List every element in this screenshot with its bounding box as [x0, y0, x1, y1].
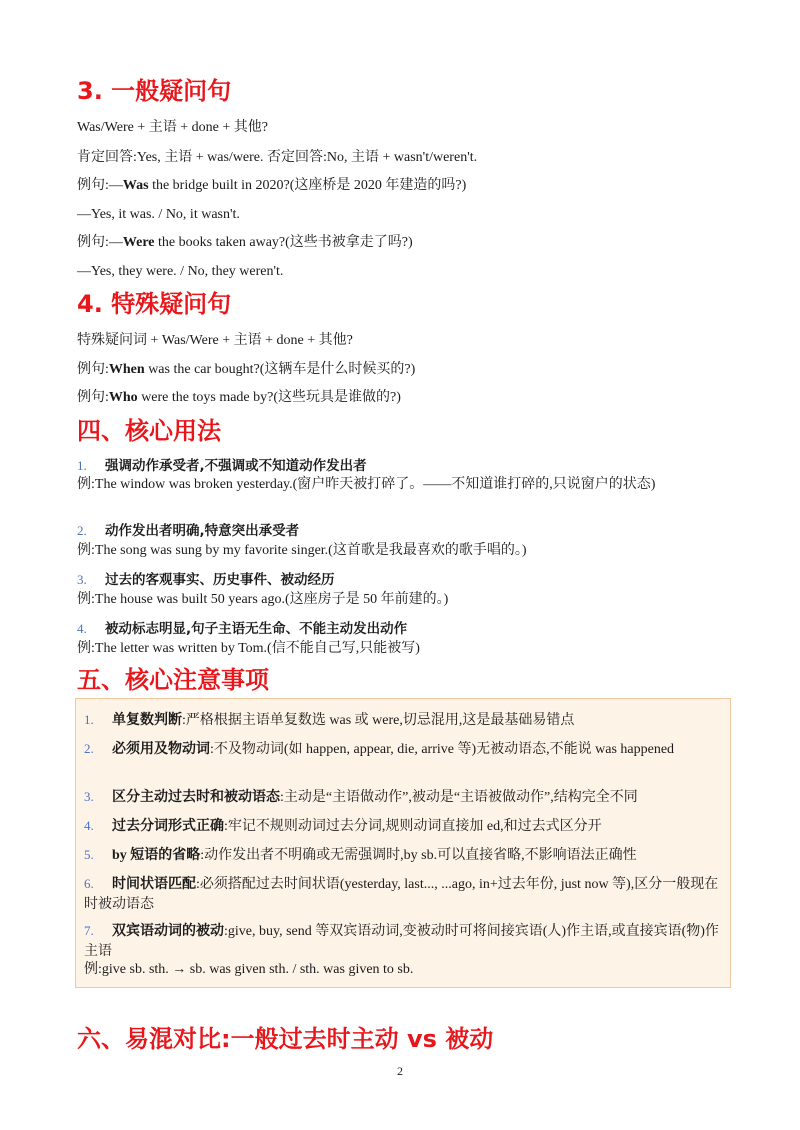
list-number: 1. — [84, 712, 94, 727]
example-text: the books taken away?(这些书被拿走了吗?) — [154, 235, 413, 250]
note-item-title: 区分主动过去时和被动语态 — [112, 790, 280, 805]
list-number: 5. — [84, 847, 94, 862]
example-prefix: 例句:— — [77, 235, 123, 250]
usage-item-title — [77, 457, 367, 476]
note-item-text: :不及物动词(如 happen, appear, die, arrive 等)无被动语态,不能说 was happened — [210, 742, 675, 757]
usage-item-example: 例:The house was built 50 years ago.(这座房子是 50 年前建的。) — [77, 592, 449, 607]
sec3-example-1-reply: —Yes, it was. / No, it wasn't. — [77, 207, 240, 222]
example-text: the bridge built in 2020?(这座桥是 2020 年建造的吗?) — [148, 178, 467, 193]
list-number: 7. — [84, 923, 94, 938]
example-text: were the toys made by?(这些玩具是谁做的?) — [137, 390, 401, 405]
sec3-example-1 — [77, 177, 466, 195]
note-item — [84, 788, 638, 807]
core-usage-heading: 四、核心用法 — [77, 417, 221, 445]
usage-item-example: 例:The window was broken yesterday.(窗户昨天被打碎了。——不知道谁打碎的,只说窗户的状态) — [77, 477, 656, 492]
section-3-heading: 3. 一般疑问句 — [77, 77, 232, 105]
example-keyword: Was — [122, 178, 149, 193]
usage-item-heading: 被动标志明显,句子主语无生命、不能主动发出动作 — [105, 621, 408, 637]
list-number: 3. — [77, 572, 87, 587]
list-number: 4. — [77, 621, 87, 636]
note-item-text: :必须搭配过去时间状语(yesterday, last..., ...ago, in+过去年份, just now 等),区分一般现在时被动语态 — [84, 877, 719, 912]
example-keyword: Who — [108, 390, 138, 405]
note-item — [84, 739, 720, 760]
sec4-example-1 — [77, 361, 415, 379]
note-item-title: 双宾语动词的被动 — [112, 924, 224, 939]
note-item — [84, 817, 602, 836]
note-item — [84, 846, 637, 865]
note-item — [84, 874, 720, 915]
note-item-title: by 短语的省略 — [112, 848, 201, 863]
sec4-formula: 特殊疑问词 + Was/Were + 主语 + done + 其他? — [77, 333, 353, 348]
usage-item-heading: 动作发出者明确,特意突出承受者 — [105, 523, 300, 539]
list-number: 6. — [84, 876, 94, 891]
usage-item-example: 例:The letter was written by Tom.(信不能自己写,只能被写) — [77, 641, 420, 656]
example-text: was the car bought?(这辆车是什么时候买的?) — [144, 362, 416, 377]
notes-box — [75, 698, 731, 988]
section-6-heading: 六、易混对比:一般过去时主动 vs 被动 — [77, 1025, 494, 1053]
note-item-text: :动作发出者不明确或无需强调时,by sb.可以直接省略,不影响语法正确性 — [200, 848, 637, 863]
example-keyword: Were — [122, 235, 155, 250]
list-number: 2. — [77, 523, 87, 538]
note-item-title: 单复数判断 — [112, 713, 182, 728]
note-item-example: 例:give sb. sth. → sb. was given sth. / sth. was given to sb. — [84, 962, 414, 977]
sec4-example-2 — [77, 389, 401, 407]
usage-item-title — [77, 571, 335, 590]
note-item — [84, 921, 720, 962]
usage-item-heading: 强调动作承受者,不强调或不知道动作发出者 — [105, 458, 367, 474]
usage-item-heading: 过去的客观事实、历史事件、被动经历 — [105, 572, 335, 588]
note-item — [84, 711, 574, 730]
list-number: 1. — [77, 458, 87, 473]
example-prefix: 例句: — [77, 362, 109, 377]
list-number: 2. — [84, 741, 94, 756]
sec3-answer: 肯定回答:Yes, 主语 + was/were. 否定回答:No, 主语 + wasn't/weren't. — [77, 150, 478, 165]
note-item-title: 时间状语匹配 — [112, 877, 196, 892]
usage-item-example: 例:The song was sung by my favorite singer.(这首歌是我最喜欢的歌手唱的。) — [77, 543, 527, 558]
example-prefix: 例句: — [77, 390, 109, 405]
page-number: 2 — [397, 1064, 403, 1078]
note-item-title: 必须用及物动词 — [112, 742, 210, 757]
list-number: 3. — [84, 789, 94, 804]
note-item-title: 过去分词形式正确 — [112, 819, 224, 834]
example-keyword: When — [108, 362, 145, 377]
example-prefix: 例句:— — [77, 178, 123, 193]
section-4-heading: 4. 特殊疑问句 — [77, 290, 232, 318]
sec3-example-2-reply: —Yes, they were. / No, they weren't. — [77, 264, 284, 279]
note-item-text: :严格根据主语单复数选 was 或 were,切忌混用,这是最基础易错点 — [182, 713, 575, 728]
usage-item-title — [77, 620, 407, 639]
note-item-text: :主动是“主语做动作”,被动是“主语被做动作”,结构完全不同 — [280, 790, 638, 805]
sec3-formula: Was/Were + 主语 + done + 其他? — [77, 120, 268, 135]
note-item-text: :give, buy, send 等双宾语动词,变被动时可将间接宾语(人)作主语,或直接宾语(物)作主语 — [84, 924, 719, 959]
sec3-example-2 — [77, 234, 413, 252]
note-item-text: :牢记不规则动词过去分词,规则动词直接加 ed,和过去式区分开 — [224, 819, 602, 834]
list-number: 4. — [84, 818, 94, 833]
usage-item-title — [77, 522, 299, 541]
notes-heading: 五、核心注意事项 — [77, 666, 269, 694]
